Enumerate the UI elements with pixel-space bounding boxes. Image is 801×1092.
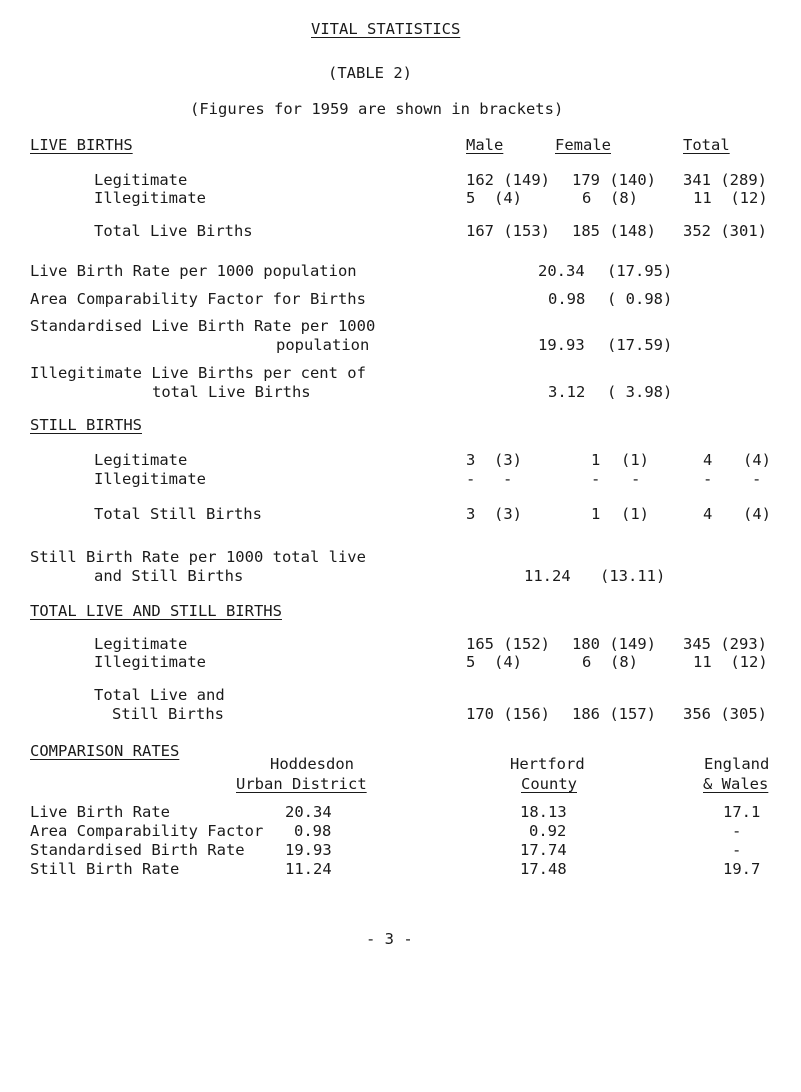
bracket-note: (Figures for 1959 are shown in brackets) [190, 100, 564, 118]
rate-label: Illegitimate Live Births per cent of [30, 364, 366, 382]
col-header-england: & Wales [703, 775, 769, 793]
rate-label: population [276, 336, 370, 354]
row-label: Still Birth Rate [30, 860, 180, 878]
cell-hertford: 17.48 [520, 860, 567, 878]
cell-female: 185 (148) [572, 222, 656, 240]
rate-prev: (17.95) [607, 262, 673, 280]
cell-total: 352 (301) [683, 222, 767, 240]
page-number: - 3 - [366, 930, 413, 948]
cell-england: - [732, 841, 742, 859]
row-label: Illegitimate [94, 189, 206, 207]
table-number: (TABLE 2) [328, 64, 412, 82]
col-header-total: Total [683, 136, 730, 154]
row-label: Live Birth Rate [30, 803, 170, 821]
cell-england: 19.7 [723, 860, 761, 878]
cell-total-prev: - [752, 470, 762, 488]
total-live-still-heading: TOTAL LIVE AND STILL BIRTHS [30, 602, 282, 620]
rate-label: Area Comparability Factor for Births [30, 290, 366, 308]
col-header-hoddesdon: Hoddesdon [270, 755, 354, 773]
row-label: Illegitimate [94, 653, 206, 671]
cell-total: 11 (12) [693, 189, 768, 207]
cell-hoddesdon: 11.24 [285, 860, 332, 878]
cell-total: 341 (289) [683, 171, 767, 189]
cell-hertford: 0.92 [529, 822, 567, 840]
cell-total-prev: (4) [743, 505, 771, 523]
cell-male: - [466, 470, 476, 488]
col-header-hertford: County [521, 775, 577, 793]
rate-value: 19.93 [538, 336, 585, 354]
row-label: Total Live and [94, 686, 225, 704]
rate-value: 20.34 [538, 262, 585, 280]
cell-male: 3 [466, 505, 476, 523]
cell-hoddesdon: 0.98 [294, 822, 332, 840]
cell-male-prev: - [503, 470, 513, 488]
comparison-heading: COMPARISON RATES [30, 742, 180, 760]
rate-label: Live Birth Rate per 1000 population [30, 262, 357, 280]
cell-hertford: 17.74 [520, 841, 567, 859]
cell-total: 4 [703, 505, 713, 523]
rate-prev: ( 0.98) [607, 290, 673, 308]
still-births-heading: STILL BIRTHS [30, 416, 142, 434]
row-label: Illegitimate [94, 470, 206, 488]
cell-hoddesdon: 19.93 [285, 841, 332, 859]
cell-female: 179 (140) [572, 171, 656, 189]
cell-male: 3 [466, 451, 476, 469]
cell-female: 186 (157) [572, 705, 656, 723]
col-header-hertford: Hertford [510, 755, 585, 773]
live-births-heading: LIVE BIRTHS [30, 136, 133, 154]
rate-prev: (17.59) [607, 336, 673, 354]
cell-male: 170 (156) [466, 705, 550, 723]
cell-female: 6 (8) [582, 653, 638, 671]
col-header-hoddesdon: Urban District [236, 775, 367, 793]
rate-value: 11.24 [524, 567, 571, 585]
cell-male: 5 (4) [466, 189, 522, 207]
cell-male: 165 (152) [466, 635, 550, 653]
row-label: Area Comparability Factor [30, 822, 264, 840]
cell-hertford: 18.13 [520, 803, 567, 821]
cell-female: 1 [591, 505, 601, 523]
cell-male: 5 (4) [466, 653, 522, 671]
rate-label: Still Birth Rate per 1000 total live [30, 548, 366, 566]
cell-hoddesdon: 20.34 [285, 803, 332, 821]
page-title: VITAL STATISTICS [311, 20, 461, 38]
cell-total: 345 (293) [683, 635, 767, 653]
cell-england: 17.1 [723, 803, 761, 821]
cell-male-prev: (3) [494, 505, 522, 523]
cell-total: - [703, 470, 713, 488]
row-label: Legitimate [94, 635, 188, 653]
col-header-male: Male [466, 136, 504, 154]
cell-total-prev: (4) [743, 451, 771, 469]
row-label: Standardised Birth Rate [30, 841, 245, 859]
row-label: Total Live Births [94, 222, 253, 240]
cell-male-prev: (3) [494, 451, 522, 469]
rate-label: and Still Births [94, 567, 244, 585]
cell-female-prev: (1) [621, 451, 649, 469]
row-label: Still Births [112, 705, 224, 723]
cell-total: 356 (305) [683, 705, 767, 723]
cell-female: 180 (149) [572, 635, 656, 653]
cell-female: - [591, 470, 601, 488]
col-header-england: England [704, 755, 770, 773]
row-label: Total Still Births [94, 505, 262, 523]
cell-england: - [732, 822, 742, 840]
rate-value: 0.98 [548, 290, 586, 308]
cell-total: 11 (12) [693, 653, 768, 671]
row-label: Legitimate [94, 171, 188, 189]
col-header-female: Female [555, 136, 611, 154]
cell-female: 1 [591, 451, 601, 469]
cell-male: 162 (149) [466, 171, 550, 189]
rate-prev: ( 3.98) [607, 383, 673, 401]
cell-total: 4 [703, 451, 713, 469]
cell-male: 167 (153) [466, 222, 550, 240]
rate-value: 3.12 [548, 383, 586, 401]
rate-label: Standardised Live Birth Rate per 1000 [30, 317, 376, 335]
cell-female: 6 (8) [582, 189, 638, 207]
cell-female-prev: - [631, 470, 641, 488]
cell-female-prev: (1) [621, 505, 649, 523]
rate-prev: (13.11) [600, 567, 666, 585]
rate-label: total Live Births [152, 383, 311, 401]
row-label: Legitimate [94, 451, 188, 469]
